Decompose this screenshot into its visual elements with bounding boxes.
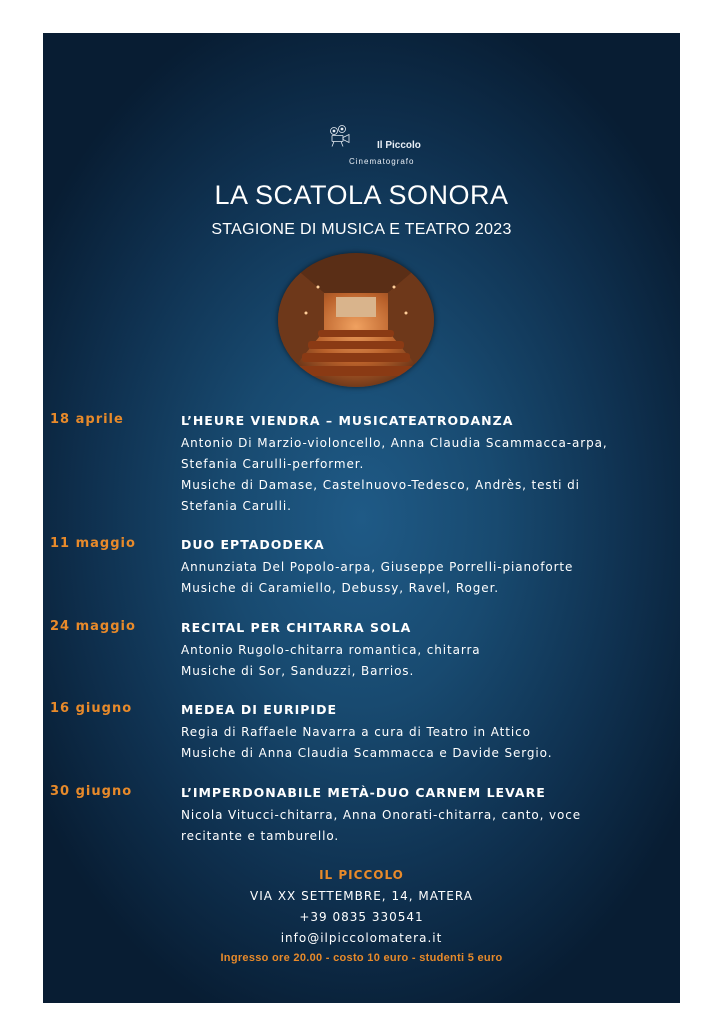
- venue-name: IL PICCOLO: [319, 868, 404, 882]
- event-line: Antonio Di Marzio-violoncello, Anna Claudia Scammacca-arpa,: [181, 436, 608, 450]
- event-title: DUO EPTADODEKA: [181, 537, 325, 552]
- event-line: Stefania Carulli-performer.: [181, 457, 365, 471]
- event-line: recitante e tamburello.: [181, 829, 340, 843]
- event-line: Musiche di Damase, Castelnuovo-Tedesco, Andrès, testi di: [181, 478, 580, 492]
- poster: [43, 33, 680, 1003]
- logo-subtitle: Cinematografo: [349, 157, 415, 166]
- event-date: 18 aprile: [50, 412, 124, 427]
- event-title: MEDEA DI EURIPIDE: [181, 702, 337, 717]
- event-title: RECITAL PER CHITARRA SOLA: [181, 620, 412, 635]
- event-date: 24 maggio: [50, 619, 136, 634]
- event-line: Regia di Raffaele Navarra a cura di Teatro in Attico: [181, 725, 531, 739]
- event-date: 16 giugno: [50, 701, 133, 716]
- event-line: Nicola Vitucci-chitarra, Anna Onorati-chitarra, canto, voce: [181, 808, 582, 822]
- entry-info: Ingresso ore 20.00 - costo 10 euro - studenti 5 euro: [220, 952, 503, 964]
- venue-phone: +39 0835 330541: [299, 910, 424, 924]
- event-line: Antonio Rugolo-chitarra romantica, chitarra: [181, 643, 481, 657]
- events-list: [43, 33, 680, 1003]
- event-date: 30 giugno: [50, 784, 133, 799]
- event-date: 11 maggio: [50, 536, 136, 551]
- logo-name: Il Piccolo: [377, 140, 421, 151]
- page-title: LA SCATOLA SONORA: [214, 180, 509, 210]
- event-line: Musiche di Sor, Sanduzzi, Barrios.: [181, 664, 415, 678]
- venue-address: VIA XX SETTEMBRE, 14, MATERA: [250, 889, 473, 903]
- event-line: Annunziata Del Popolo-arpa, Giuseppe Porrelli-pianoforte: [181, 560, 574, 574]
- page-subtitle: STAGIONE DI MUSICA E TEATRO 2023: [211, 221, 512, 238]
- event-title: L’HEURE VIENDRA – MUSICATEATRODANZA: [181, 413, 514, 428]
- event-line: Musiche di Caramiello, Debussy, Ravel, Roger.: [181, 581, 500, 595]
- event-title: L’IMPERDONABILE METÀ-DUO CARNEM LEVARE: [181, 785, 546, 800]
- venue-email: info@ilpiccolomatera.it: [280, 931, 443, 945]
- event-line: Musiche di Anna Claudia Scammacca e Davide Sergio.: [181, 746, 553, 760]
- event-line: Stefania Carulli.: [181, 499, 292, 513]
